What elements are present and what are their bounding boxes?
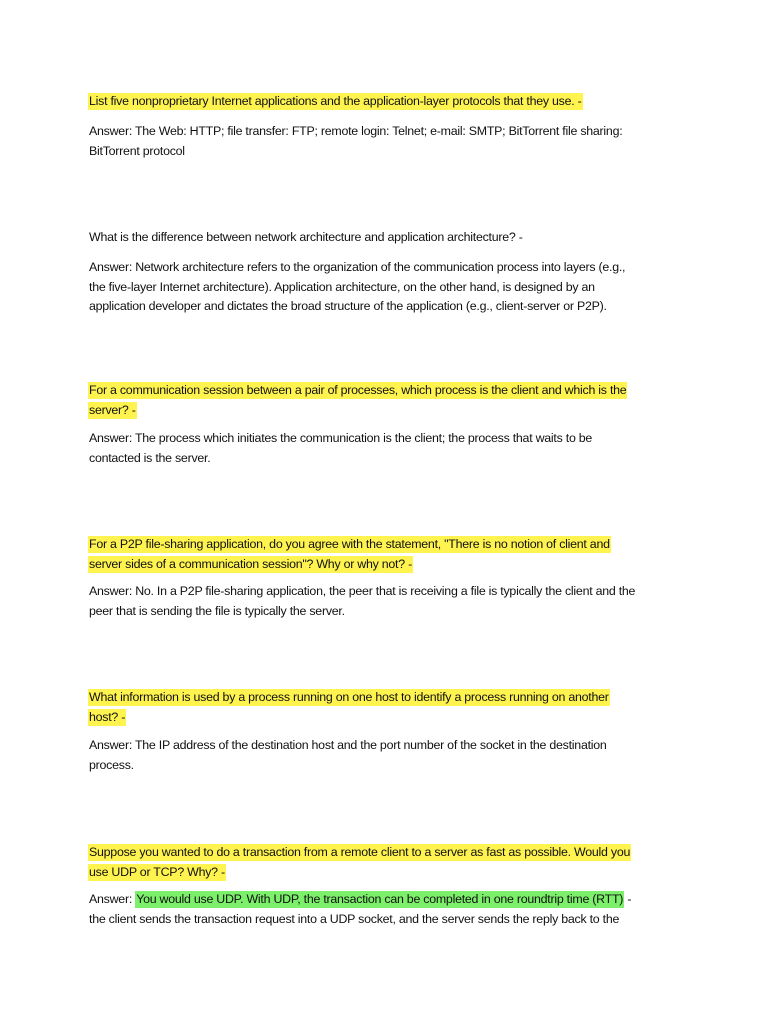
question-6 (89, 843, 689, 882)
question-1 (89, 92, 689, 112)
answer-6-prefix: Answer: (89, 892, 136, 906)
answer-4-line-1: Answer: No. In a P2P file-sharing application, the peer that is receiving a file is typically the client and the (89, 584, 636, 598)
answer-3-line-1: Answer: The process which initiates the communication is the client; the process that waits to be (89, 431, 593, 445)
answer-6-highlight: You would use UDP. With UDP, the transaction can be completed in one roundtrip time (RTT) (136, 892, 624, 906)
answer-2-line-1: Answer: Network architecture refers to the organization of the communication process into layers (e.g., (89, 260, 626, 274)
question-3-line-1: For a communication session between a pair of processes, which process is the client and which is the (89, 383, 627, 397)
question-5-line-2: host? - (89, 709, 126, 724)
question-5-line-1: What information is used by a process running on one host to identify a process running on another (89, 690, 609, 704)
answer-5-line-2: process. (89, 757, 134, 772)
question-6-line-1: Suppose you wanted to do a transaction from a remote client to a server as fast as possible. Would you (89, 845, 631, 859)
question-5 (89, 688, 689, 727)
answer-5 (89, 736, 689, 775)
answer-6-line-1 (89, 890, 689, 910)
answer-1-line-1: Answer: The Web: HTTP; file transfer: FTP; remote login: Telnet; e-mail: SMTP; BitTorrent file sharing: (89, 124, 623, 138)
answer-2-line-3: application developer and dictates the broad structure of the application (e.g., client-server or P2P). (89, 299, 607, 313)
answer-2 (89, 258, 689, 317)
answer-4-line-2: peer that is sending the file is typically the server. (89, 603, 345, 618)
question-4 (89, 535, 689, 574)
question-6-line-2: use UDP or TCP? Why? - (89, 864, 225, 879)
answer-5-line-1: Answer: The IP address of the destination host and the port number of the socket in the destination (89, 738, 607, 752)
question-4-line-1: For a P2P file-sharing application, do you agree with the statement, "There is no notion of client and (89, 537, 610, 551)
question-4-line-2: server sides of a communication session"? Why or why not? - (89, 556, 412, 571)
question-1-line-1: List five nonproprietary Internet applications and the application-layer protocols that they use. - (89, 94, 582, 108)
question-3-line-2: server? - (89, 402, 136, 417)
question-2-line-1: What is the difference between network architecture and application architecture? - (89, 230, 523, 244)
answer-2-line-2: the five-layer Internet architecture). Application architecture, on the other hand, is designed by an (89, 279, 595, 294)
answer-3-line-2: contacted is the server. (89, 450, 211, 465)
question-2 (89, 228, 689, 248)
answer-3 (89, 429, 689, 468)
answer-6-line-2: the client sends the transaction request into a UDP socket, and the server sends the reply back to the (89, 911, 620, 926)
answer-1 (89, 122, 689, 161)
answer-1-line-2: BitTorrent protocol (89, 143, 185, 158)
answer-6-suffix: - (624, 892, 632, 906)
answer-6 (89, 890, 689, 929)
question-3 (89, 381, 689, 420)
answer-4 (89, 582, 689, 621)
